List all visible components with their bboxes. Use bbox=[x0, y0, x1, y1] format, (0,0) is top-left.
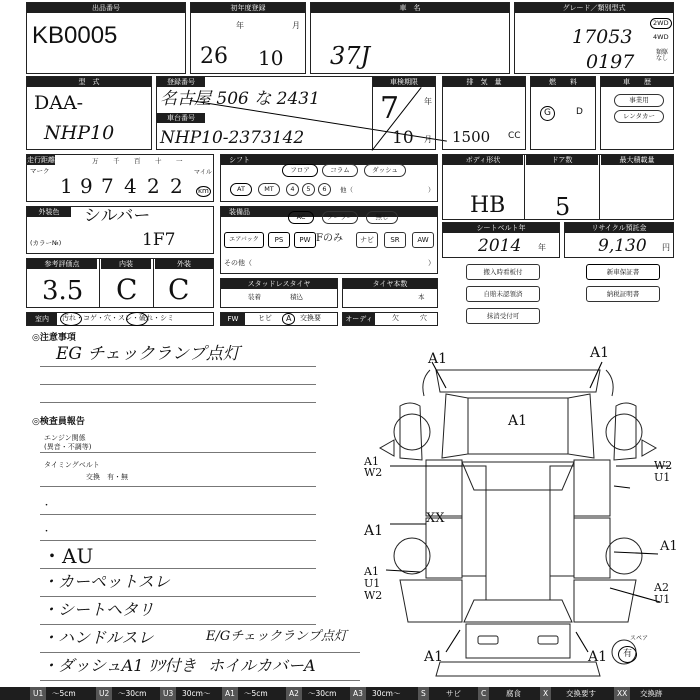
engine-label: エンジン関係 (異音・不調等) bbox=[44, 434, 92, 452]
equip-airbag: エアバック bbox=[224, 232, 264, 248]
body: HB bbox=[470, 193, 506, 218]
mileage-unit-mile: マイル bbox=[194, 169, 212, 176]
body-divider-1 bbox=[524, 155, 525, 220]
damage-mark: A1 bbox=[364, 523, 384, 539]
doors: 5 bbox=[555, 193, 571, 221]
shift-label: シフト bbox=[221, 155, 437, 165]
damage-mark: A1 bbox=[428, 351, 448, 367]
grade-label: グレード／類別型式 bbox=[515, 3, 673, 13]
capacity-label: 最大積載量 bbox=[601, 155, 673, 165]
notes-line bbox=[40, 366, 316, 367]
report-line bbox=[40, 652, 360, 653]
equip-aw: AW bbox=[412, 232, 434, 248]
shift-6: 6 bbox=[318, 183, 331, 196]
damage-mark: W2 U1 bbox=[654, 459, 673, 485]
equip-ps: PS bbox=[268, 232, 290, 248]
color-label: 外装色 bbox=[27, 207, 71, 217]
legend-code: U3 bbox=[160, 687, 176, 700]
studless-loaded: 積込 bbox=[290, 293, 303, 301]
fw-replace: 交換要 bbox=[300, 314, 321, 322]
mileage-digit: 7 bbox=[101, 174, 114, 198]
report-line bbox=[40, 486, 316, 487]
note-1: EG チェックランプ点灯 bbox=[56, 344, 240, 364]
report-line bbox=[40, 680, 360, 681]
spare-label: スペア bbox=[630, 635, 649, 642]
report-line bbox=[40, 596, 316, 597]
report-title: ◎検査員報告 bbox=[32, 417, 85, 427]
tire-label: タイヤ本数 bbox=[343, 279, 437, 289]
report-line bbox=[40, 568, 316, 569]
model-name: 37J bbox=[330, 42, 371, 70]
equip-ac: AC bbox=[288, 211, 314, 224]
doc-signboard: 搬入時看板付 bbox=[466, 264, 540, 280]
shift-mt: MT bbox=[258, 183, 280, 196]
report-line bbox=[40, 540, 316, 541]
mileage-digit: 2 bbox=[147, 174, 160, 198]
first-reg-month-label: 月 bbox=[292, 21, 300, 30]
audio-label: オーディオ bbox=[343, 313, 375, 325]
damage-legend bbox=[0, 687, 700, 700]
shift-other-close: ） bbox=[428, 186, 435, 194]
damage-mark: A1 bbox=[424, 649, 444, 665]
report-bullet: ・ bbox=[42, 501, 52, 511]
mileage-digit: 9 bbox=[80, 174, 93, 198]
legend-code: XX bbox=[614, 687, 630, 700]
grade-1: 17053 bbox=[572, 26, 633, 48]
displacement-label: 排 気 量 bbox=[443, 77, 525, 87]
damage-mark: A1 bbox=[588, 649, 608, 665]
equip-navi: ナビ bbox=[356, 232, 378, 248]
report-item-5: ・ダッシュA1 ﾘﾂ付き bbox=[42, 656, 197, 675]
fw-a: A bbox=[282, 313, 295, 325]
displacement-unit: CC bbox=[508, 131, 521, 141]
model-type-1: DAA- bbox=[34, 92, 84, 114]
equip-cooler: クーラー bbox=[322, 211, 358, 224]
report-item-3: ・シートヘタリ bbox=[42, 600, 155, 619]
first-reg-month: 10 bbox=[258, 46, 284, 70]
equip-front-only: Fのみ bbox=[316, 233, 343, 244]
equip-pw: PW bbox=[294, 232, 316, 248]
legend-code: C bbox=[478, 687, 489, 700]
spare-value: 有 bbox=[618, 646, 637, 663]
body-divider-2 bbox=[599, 155, 600, 220]
legend-desc: 腐食 bbox=[506, 689, 521, 698]
model-type-2: NHP10 bbox=[44, 122, 115, 144]
doc-cancel: 抹消受付可 bbox=[466, 308, 540, 324]
equip-label: 装備品 bbox=[221, 207, 437, 217]
shift-column: コラム bbox=[322, 164, 358, 177]
exterior: C bbox=[168, 273, 190, 306]
shift-5: 5 bbox=[302, 183, 315, 196]
drive-4wd: 4WD bbox=[653, 33, 669, 41]
fuel-label: 燃 料 bbox=[531, 77, 595, 87]
inspection-month-label: 月 bbox=[424, 135, 432, 144]
recycle-label: リサイクル預託金 bbox=[565, 223, 673, 233]
chassis: NHP10-2373142 bbox=[160, 128, 305, 148]
timing-options: 交換 有・無 bbox=[86, 473, 128, 481]
legend-desc: ～30cm bbox=[118, 689, 147, 698]
legend-desc: 30cm～ bbox=[182, 689, 211, 698]
fuel-g: G bbox=[540, 106, 555, 121]
fw-crack: ヒビ bbox=[258, 314, 272, 322]
legend-desc: 交換跡 bbox=[640, 689, 663, 698]
model-name-label: 車 名 bbox=[311, 3, 509, 13]
score-label: 参考評価点 bbox=[27, 259, 97, 269]
lot-label: 出品番号 bbox=[27, 3, 185, 13]
mileage-label: 走行距離 bbox=[27, 156, 55, 164]
mileage-digit-label-man: 万 bbox=[92, 157, 99, 165]
inspection-year: 7 bbox=[380, 91, 400, 126]
inspection-year-label: 年 bbox=[424, 97, 432, 106]
damage-mark: A2 U1 bbox=[654, 581, 671, 607]
mileage-digit: 4 bbox=[124, 174, 137, 198]
report-item-1: ・AU bbox=[42, 544, 94, 568]
legend-code: A3 bbox=[350, 687, 366, 700]
interior-cond: 汚れ・コゲ・穴・スレ・破れ・シミ bbox=[62, 314, 174, 322]
color-no-label: (カラー№) bbox=[30, 239, 62, 247]
equip-other-open: その他（ bbox=[224, 259, 252, 267]
color: シルバー bbox=[84, 206, 151, 226]
mileage-digit: 2 bbox=[170, 174, 183, 198]
legend-desc: ～5cm bbox=[244, 689, 268, 698]
category-business: 事業用 bbox=[614, 94, 664, 107]
mileage-mark-label: マーク bbox=[30, 167, 50, 175]
legend-desc: ～5cm bbox=[52, 689, 76, 698]
shift-other-open: 他（ bbox=[340, 186, 353, 194]
recycle-unit: 円 bbox=[662, 243, 670, 252]
legend-code: U1 bbox=[30, 687, 46, 700]
car-diagram bbox=[350, 340, 690, 685]
legend-desc: サビ bbox=[446, 689, 461, 698]
seatbelt-year: 2014 bbox=[478, 236, 522, 256]
damage-mark: A1 bbox=[508, 413, 528, 429]
report-item-2: ・カーペットスレ bbox=[42, 572, 170, 591]
interior-label: 内装 bbox=[101, 259, 151, 269]
audio-missing: 欠 bbox=[392, 314, 399, 322]
damage-mark: A1 W2 bbox=[364, 455, 383, 479]
doors-label: ドア数 bbox=[526, 155, 598, 165]
interior-cond-label: 室内 bbox=[27, 313, 57, 325]
interior-cond-circle-dirt bbox=[60, 312, 82, 326]
lot-number: KB0005 bbox=[32, 22, 118, 49]
report-item-4: ・ハンドルスレ bbox=[42, 628, 154, 647]
damage-mark: XX bbox=[426, 511, 445, 526]
report-right-1: E/Gチェックランプ点灯 bbox=[206, 629, 347, 644]
recycle-amount: 9,130 bbox=[598, 236, 647, 256]
drive-none: 類駆 なし bbox=[656, 49, 669, 62]
doc-tax: 納税証明書 bbox=[586, 286, 660, 302]
report-line bbox=[40, 452, 316, 453]
equip-none: 無し bbox=[366, 211, 398, 224]
audio-hole: 穴 bbox=[420, 314, 427, 322]
fuel-d: D bbox=[576, 107, 583, 117]
exterior-label: 外装 bbox=[155, 259, 213, 269]
color-no: 1F7 bbox=[142, 230, 176, 250]
shift-at: AT bbox=[230, 183, 252, 196]
shift-dash: ダッシュ bbox=[364, 164, 406, 177]
drive-2wd: 2WD bbox=[650, 18, 672, 29]
displacement: 1500 bbox=[452, 128, 491, 146]
plate-label: 登録番号 bbox=[157, 77, 205, 87]
mileage-digit-label-ichi: 一 bbox=[176, 157, 183, 165]
category-rental: レンタカー bbox=[614, 110, 664, 123]
score: 3.5 bbox=[42, 276, 84, 306]
doc-warranty: 新車保証書 bbox=[586, 264, 660, 280]
category-label: 車 歴 bbox=[601, 77, 673, 87]
report-line bbox=[40, 624, 316, 625]
model-type-label: 型 式 bbox=[27, 77, 151, 87]
shift-4: 4 bbox=[286, 183, 299, 196]
notes-title: ◎注意事項 bbox=[32, 333, 76, 343]
timing-label: タイミングベルト bbox=[44, 461, 100, 469]
seatbelt-label: シートベルト年 bbox=[443, 223, 559, 233]
tire-unit: 本 bbox=[418, 293, 425, 301]
mileage-digit: 1 bbox=[60, 174, 73, 198]
notes-line bbox=[40, 402, 316, 403]
legend-code: U2 bbox=[96, 687, 112, 700]
equip-other-close: ） bbox=[428, 259, 435, 267]
interior-cond-circle-wear bbox=[126, 312, 148, 326]
shift-floor: フロア bbox=[282, 164, 318, 177]
legend-code: A2 bbox=[286, 687, 302, 700]
legend-desc: 交換要す bbox=[566, 689, 596, 698]
mileage-digit-label-juu: 十 bbox=[155, 157, 162, 165]
body-label: ボディ形状 bbox=[443, 155, 523, 165]
first-reg-year: 26 bbox=[200, 44, 228, 69]
damage-mark: A1 bbox=[660, 539, 678, 554]
report-bullet: ・ bbox=[42, 527, 52, 537]
notes-line bbox=[40, 384, 316, 385]
studless-label: スタッドレスタイヤ bbox=[221, 279, 337, 289]
damage-mark: A1 bbox=[590, 345, 610, 361]
legend-code: X bbox=[540, 687, 551, 700]
inspection-label: 車検期限 bbox=[373, 77, 435, 87]
inspection-month: 10 bbox=[392, 128, 414, 148]
legend-code: A1 bbox=[222, 687, 238, 700]
seatbelt-year-unit: 年 bbox=[538, 243, 546, 252]
damage-mark: A1 U1 W2 bbox=[364, 565, 383, 603]
legend-desc: 30cm～ bbox=[372, 689, 401, 698]
legend-desc: ～30cm bbox=[308, 689, 337, 698]
grade-2: 0197 bbox=[586, 51, 635, 73]
report-line bbox=[40, 514, 316, 515]
report-right-2: ホイルカバーA bbox=[208, 656, 316, 675]
chassis-label: 車台番号 bbox=[157, 113, 205, 123]
interior: C bbox=[116, 273, 138, 306]
fw-label: FW bbox=[221, 313, 245, 325]
mileage-digit-label-hyaku: 百 bbox=[134, 157, 141, 165]
first-reg-label: 初年度登録 bbox=[191, 3, 305, 13]
mileage-digit-label-sen: 千 bbox=[113, 157, 120, 165]
first-reg-year-label: 年 bbox=[236, 21, 244, 30]
doc-insurance: 自賠未認領済 bbox=[466, 286, 540, 302]
score-divider-1 bbox=[99, 259, 100, 308]
legend-code: S bbox=[418, 687, 429, 700]
equip-sr: SR bbox=[384, 232, 406, 248]
plate: 名古屋 506 な 2431 bbox=[160, 89, 320, 109]
mileage-unit-km: km bbox=[198, 187, 209, 195]
studless-equipped: 装着 bbox=[248, 293, 261, 301]
score-divider-2 bbox=[153, 259, 154, 308]
